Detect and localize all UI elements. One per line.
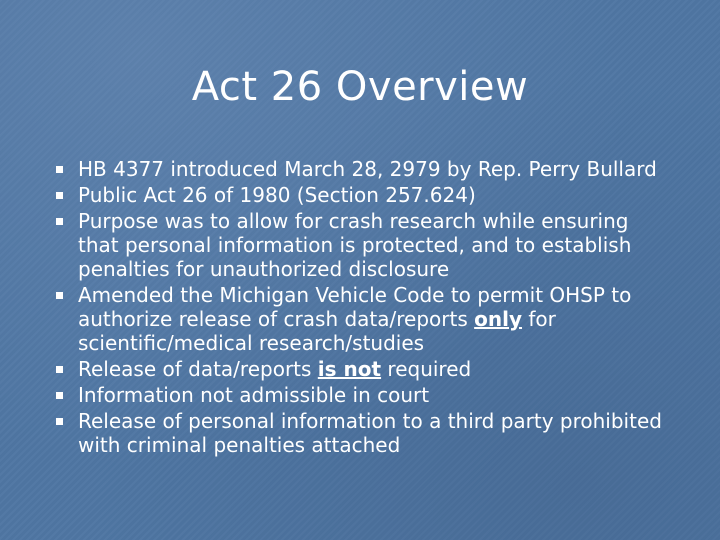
bullet-text: Public Act 26 of 1980 (Section 257.624) [78,183,476,207]
bullet-text: required [381,357,472,381]
bullet-item [62,157,672,181]
square-bullet-icon [56,192,63,199]
bullet-text: Purpose was to allow for crash research while ensuring that personal information is protected, and to establish penalties for unauthorized disclosure [78,209,632,281]
slide-title: Act 26 Overview [191,64,529,110]
emphasis-text: is not [317,357,382,381]
bullet-text: Release of personal information to a third party prohibited with criminal penalties attached [78,409,662,457]
bullet-text: for scientific/medical research/studies [78,307,556,355]
square-bullet-icon [56,366,63,373]
bullet-item [62,357,672,381]
square-bullet-icon [56,392,63,399]
bullet-item [62,383,672,407]
square-bullet-icon [56,218,63,225]
bullet-text: Information not admissible in court [78,383,430,407]
square-bullet-icon [56,166,63,173]
bullet-item [62,183,672,207]
emphasis-text: only [474,307,522,331]
bullet-item [62,409,672,457]
bullet-item [62,209,672,281]
bullet-list [62,157,672,459]
bullet-text: HB 4377 introduced March 28, 2979 by Rep. Perry Bullard [78,157,657,181]
bullet-text: Release of data/reports [78,357,318,381]
bullet-text: Amended the Michigan Vehicle Code to permit OHSP to authorize release of crash data/reports [78,283,632,331]
bullet-item [62,283,672,355]
square-bullet-icon [56,292,63,299]
square-bullet-icon [56,418,63,425]
